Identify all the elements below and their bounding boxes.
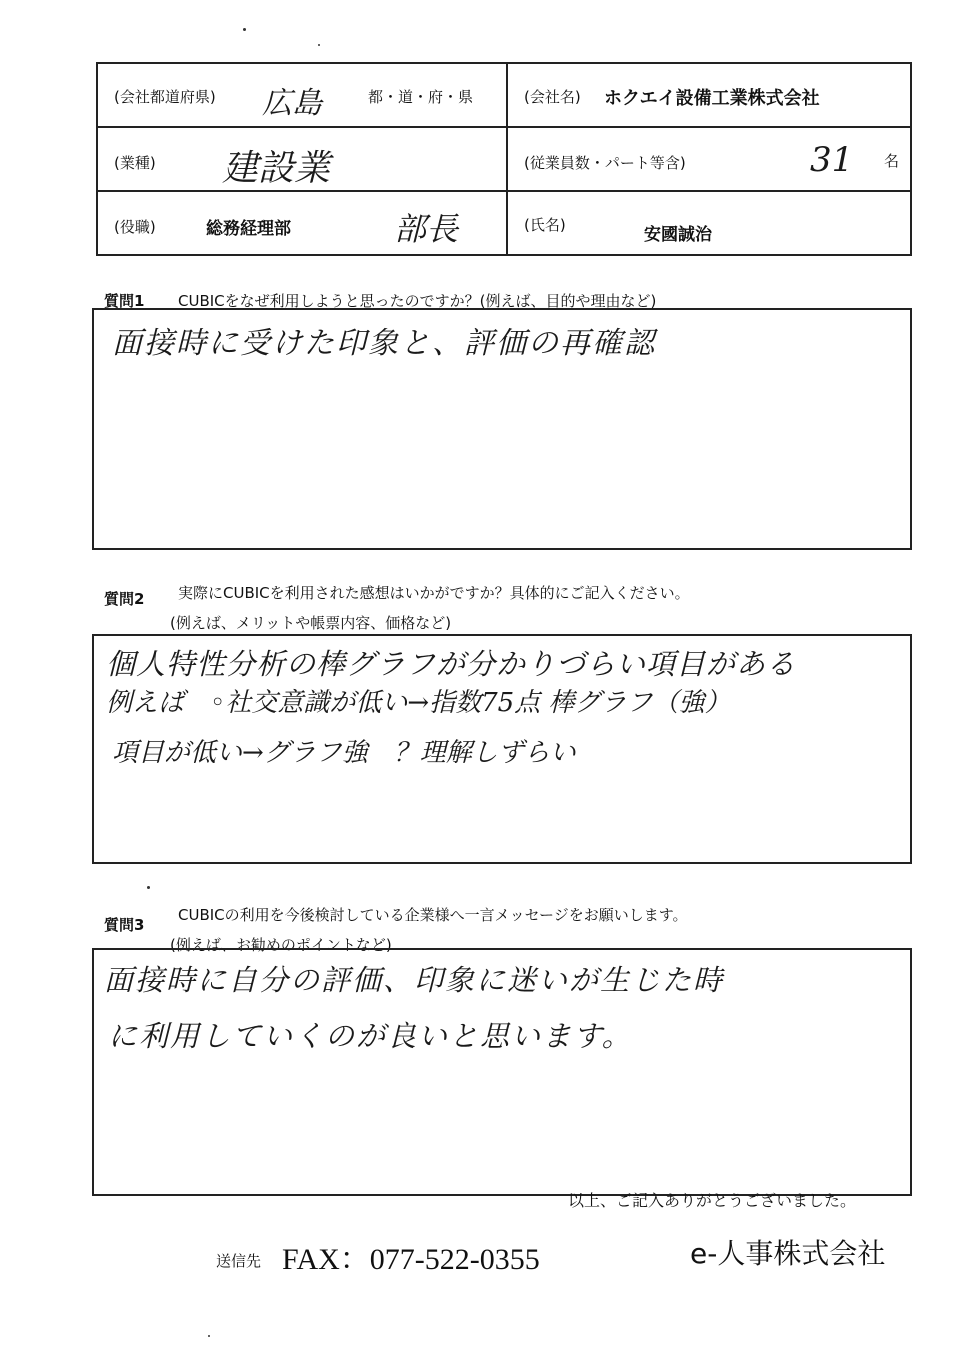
prefecture-suffix: 都・道・府・県: [368, 88, 474, 106]
prefecture-label: (会社都道府県): [114, 88, 216, 106]
name-label: (氏名): [524, 216, 566, 234]
name-cell: [506, 190, 912, 256]
name-value: 安國誠治: [644, 225, 712, 245]
speck: [147, 886, 150, 889]
speck: [208, 1335, 210, 1337]
industry-cell: [96, 126, 508, 192]
fax-number: FAX：077-522-0355: [282, 1243, 540, 1276]
employees-label: (従業員数・パート等含): [524, 154, 686, 172]
q1-text: CUBICをなぜ利用しようと思ったのですか？(例えば、目的や理由など): [178, 292, 657, 310]
employees-value: 31: [810, 140, 854, 180]
speck: [318, 44, 320, 46]
q2-answer-line2: 例えば ◦社交意識が低い→指数75点 棒グラフ（強）: [106, 688, 731, 718]
q1-prefix: 質問1: [104, 292, 145, 310]
thanks-text: 以上、ご記入ありがとうございました。: [568, 1191, 857, 1210]
q2-example: (例えば、メリットや帳票内容、価格など): [170, 614, 452, 632]
q2-prefix: 質問2: [104, 590, 145, 608]
q3-answer-line2: に利用していくのが良いと思います。: [108, 1019, 633, 1053]
position-value: 部長: [394, 210, 459, 248]
q2-answer-line3: 項目が低い→グラフ強 ？理解しずらい: [112, 738, 576, 768]
q2-answer-line1: 個人特性分析の棒グラフが分かりづらい項目がある: [106, 647, 797, 681]
industry-value: 建設業: [222, 148, 331, 189]
q2-answer-box: [92, 634, 912, 864]
q3-prefix: 質問3: [104, 916, 145, 934]
employees-cell: [506, 126, 912, 192]
position-label: (役職): [114, 218, 156, 236]
send-label: 送信先: [216, 1252, 262, 1270]
q3-text: CUBICの利用を今後検討している企業様へ一言メッセージをお願いします。: [178, 906, 688, 924]
q3-example: (例えば、お勧めのポイントなど): [170, 936, 392, 954]
position-dept: 総務経理部: [206, 219, 291, 239]
q3-answer-box: [92, 948, 912, 1196]
company-label: (会社名): [524, 88, 581, 106]
q1-answer-line1: 面接時に受けた印象と、評価の再確認: [112, 326, 656, 361]
speck: [243, 28, 246, 31]
company-value: ホクエイ設備工業株式会社: [604, 88, 820, 109]
q3-answer-line1: 面接時に自分の評価、印象に迷いが生じた時: [104, 963, 725, 997]
prefecture-cell: [96, 62, 508, 128]
company-cell: [506, 62, 912, 128]
position-cell: [96, 190, 508, 256]
industry-label: (業種): [114, 154, 156, 172]
footer-company: e-人事株式会社: [690, 1237, 886, 1270]
q1-answer-box: [92, 308, 912, 550]
prefecture-value: 広島: [262, 86, 322, 121]
employees-unit: 名: [884, 152, 900, 170]
q2-text: 実際にCUBICを利用された感想はいかがですか？具体的にご記入ください。: [178, 584, 690, 602]
